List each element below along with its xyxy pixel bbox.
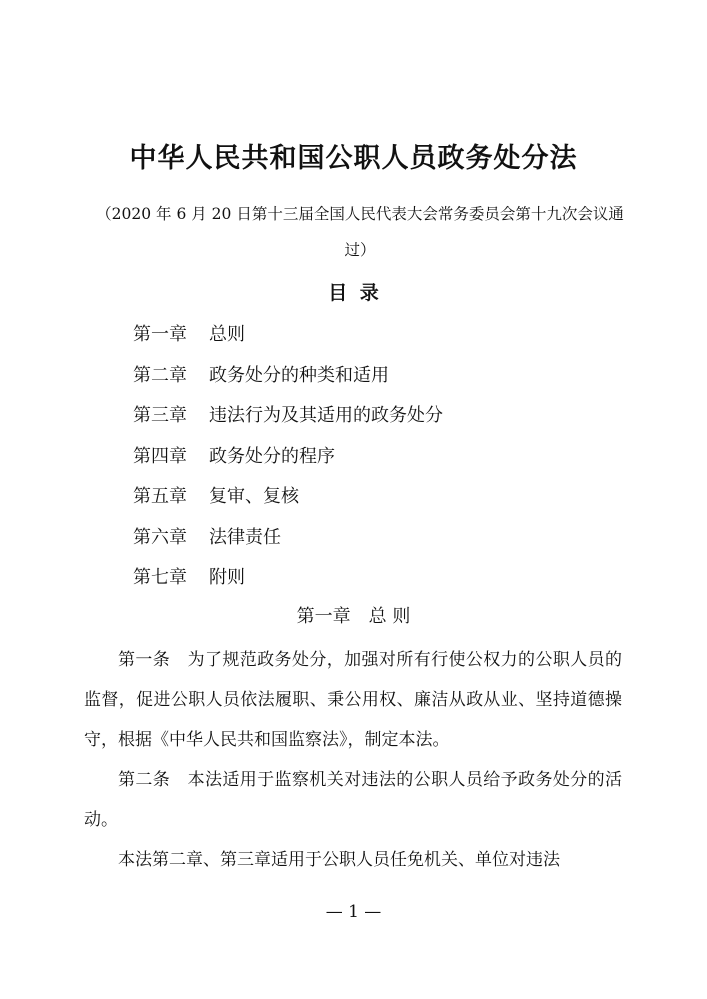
toc-chapter-title: 总则 [209, 324, 245, 345]
table-of-contents [133, 321, 443, 605]
paragraph-fragment: 本法第二章、第三章适用于公职人员任免机关、单位对违法 [118, 850, 560, 870]
toc-item [133, 402, 443, 443]
article-text: 本法适用于监察机关对违法的公职人员给予政务处分的活动。 [84, 770, 623, 830]
toc-chapter-number: 第三章 [133, 405, 187, 426]
article-number: 第二条 [118, 770, 171, 790]
toc-item [133, 362, 443, 403]
document-title: 中华人民共和国公职人员政务处分法 [129, 143, 578, 174]
toc-chapter-number: 第六章 [133, 526, 187, 548]
toc-chapter-number: 第二章 [133, 364, 187, 386]
toc-heading: 目 录 [328, 282, 379, 304]
toc-item [133, 564, 443, 605]
toc-chapter-number: 第七章 [133, 567, 187, 588]
toc-chapter-title: 复审、复核 [209, 486, 299, 507]
adoption-note: （2020 年 6 月 20 日第十三届全国人民代表大会常务委员会第十九次会议通过） [96, 205, 624, 259]
page-number: — 1 — [325, 902, 382, 922]
toc-item [133, 483, 443, 524]
toc-chapter-title: 政务处分的程序 [209, 445, 335, 467]
toc-chapter-number: 第四章 [133, 445, 187, 467]
chapter-heading: 第一章 总 则 [296, 606, 411, 627]
toc-item [133, 524, 443, 565]
toc-chapter-title: 政务处分的种类和适用 [209, 364, 389, 386]
toc-item [133, 443, 443, 484]
toc-chapter-title: 附则 [209, 567, 245, 588]
article-text: 为了规范政务处分，加强对所有行使公权力的公职人员的监督，促进公职人员依法履职、秉公用权、廉洁从政从业、坚持道德操守，根据《中华人民共和国监察法》，制定本法。 [84, 650, 623, 750]
article-paragraph [84, 760, 622, 840]
toc-chapter-title: 违法行为及其适用的政务处分 [209, 405, 443, 426]
article-paragraph [84, 640, 622, 760]
toc-chapter-title: 法律责任 [209, 526, 281, 548]
toc-chapter-number: 第一章 [133, 324, 187, 345]
toc-item [133, 321, 443, 362]
toc-chapter-number: 第五章 [133, 486, 187, 507]
article-number: 第一条 [118, 650, 171, 670]
